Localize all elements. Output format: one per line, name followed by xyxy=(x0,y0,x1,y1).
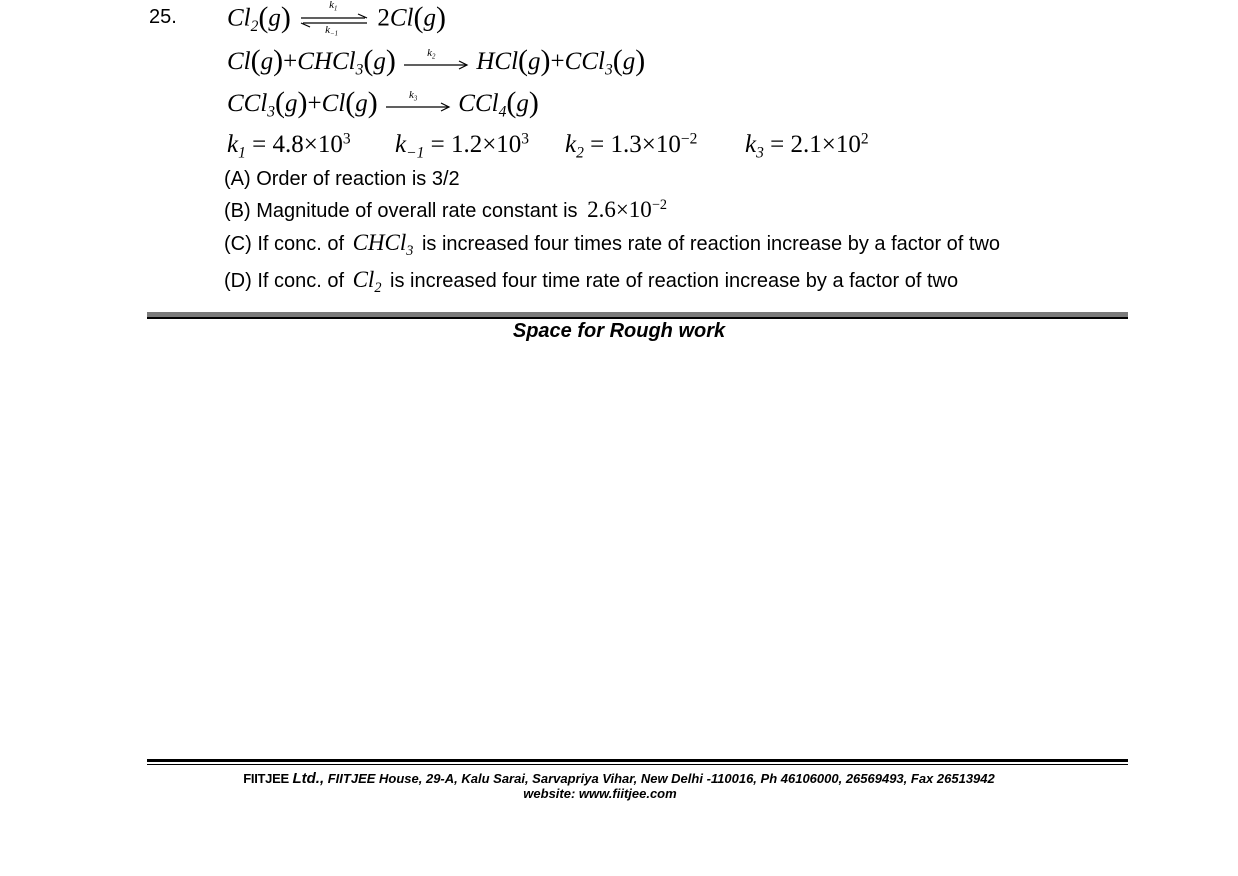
rate-constant-k-minus-1: $k_{-1} = 1.2\times 10^3$ xyxy=(395,130,530,162)
footer-brand: FIITJEE xyxy=(243,771,289,786)
option-b: (B) Magnitude of overall rate constant is $2.6\times 10^{-2}$ xyxy=(224,197,667,222)
rate-constant-k1: $k_1 = 4.8\times 10^3$ xyxy=(227,130,351,162)
option-a: (A) Order of reaction is 3/2 xyxy=(224,168,460,190)
reaction-1: $Cl_2(g)$ $k_1$ $k_{-1}$ 2Cl(g) xyxy=(227,0,446,38)
option-c: (C) If conc. of CHCl$_3$ is increased four times rate of reaction increase by a factor of two xyxy=(224,230,1001,259)
reaction-2: Cl(g)+CHCl$_3$(g) $k_2$ HCl(g)+CCl$_3$(g) xyxy=(227,44,646,79)
forward-arrow-k3: $k_3$ xyxy=(385,90,451,120)
rough-work-label: Space for Rough work xyxy=(512,320,726,342)
footer-rule-thin xyxy=(147,764,1128,765)
reaction-3: CCl$_3$(g)+Cl(g) $k_3$ CCl$_4$(g) xyxy=(227,86,539,121)
option-d: (D) If conc. of $Cl_2$ is increased four time rate of reaction increase by a factor of two xyxy=(224,267,959,296)
footer-rule-thick xyxy=(147,759,1128,762)
footer-address-line xyxy=(0,770,1238,787)
separator-thin xyxy=(147,317,1128,319)
rate-constant-k3: $k_3 = 2.1\times 10^2$ xyxy=(745,130,869,162)
footer-website: website: www.fiitjee.com xyxy=(523,786,677,801)
footer-address: FIITJEE House, 29-A, Kalu Sarai, Sarvapriya Vihar, New Delhi -110016, Ph 46106000, 26569493, Fax 26513942 xyxy=(327,771,995,786)
question-number: 25. xyxy=(149,6,177,28)
equilibrium-arrow: $k_1$ $k_{-1}$ xyxy=(299,3,369,37)
footer-ltd: Ltd., xyxy=(292,770,325,787)
rate-constant-k2: $k_2 = 1.3\times 10^{-2}$ xyxy=(565,130,698,162)
forward-arrow-k2: $k_2$ xyxy=(403,48,469,78)
